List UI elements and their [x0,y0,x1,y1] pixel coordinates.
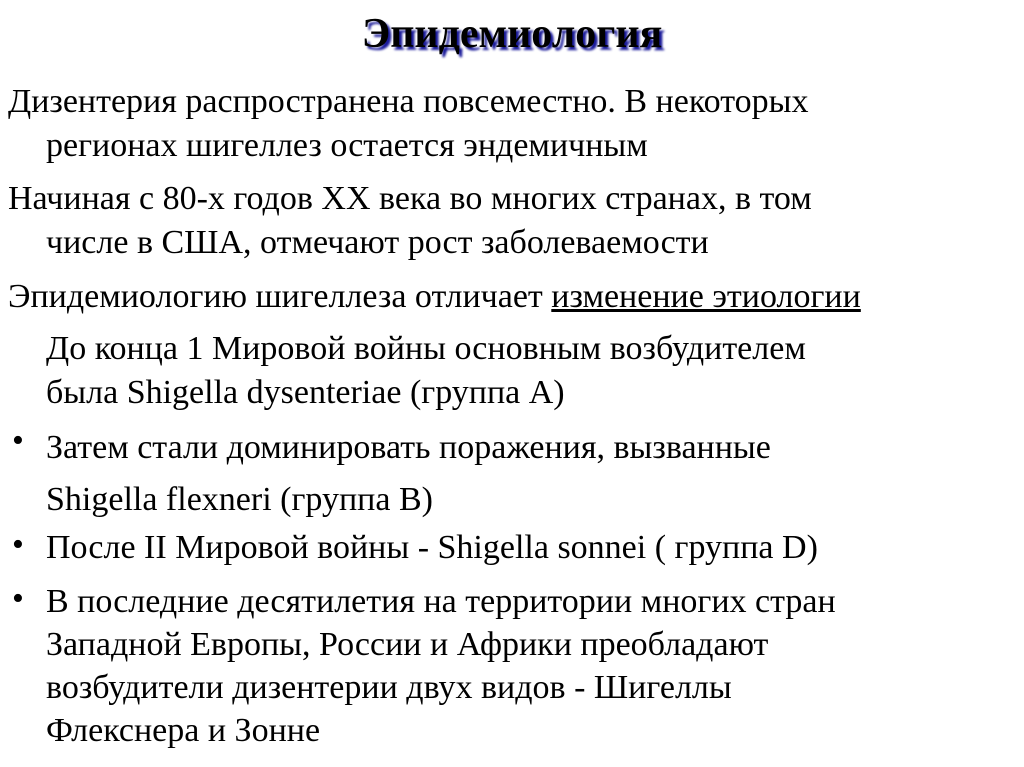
bullet-icon: • [12,526,24,563]
text-line: регионах шигеллез остается эндемичным [46,127,648,164]
text-line: До конца 1 Мировой войны основным возбудителем [46,330,806,367]
bullet-icon: • [12,580,24,617]
paragraph-prevalence [8,80,808,168]
text-line: была Shigella dysenteriae (группа А) [46,374,565,411]
text-line: Начиная с 80-х годов XX века во многих странах, в том [8,180,812,217]
text-line: Эпидемиологию шигеллеза отличает [8,278,552,315]
bullet-item [46,526,818,570]
text-line: возбудители дизентерии двух видов - Шигеллы [46,669,732,706]
bullet-item [46,422,771,526]
slide-title: Эпидемиология [361,11,663,57]
paragraph-etiology [8,275,861,319]
paragraph-growth [8,177,812,265]
text-line: числе в США, отмечают рост заболеваемости [46,224,709,261]
text-line: Дизентерия распространена повсеместно. В некоторых [8,83,809,120]
paragraph-ww1 [46,327,806,415]
bullet-icon: • [12,422,24,459]
text-line: После II Мировой войны - Shigella sonnei ( группа D) [46,529,818,566]
text-line: Shigella flexneri (группа В) [46,481,433,518]
text-line: Западной Европы, России и Африки преобладают [46,626,769,663]
text-line: Флекснера и Зонне [46,712,321,749]
bullet-item [46,580,836,752]
underlined-text: изменение этиологии [551,278,861,315]
text-line: В последние десятилетия на территории многих стран [46,583,836,620]
text-line: Затем стали доминировать поражения, вызванные [46,429,771,466]
